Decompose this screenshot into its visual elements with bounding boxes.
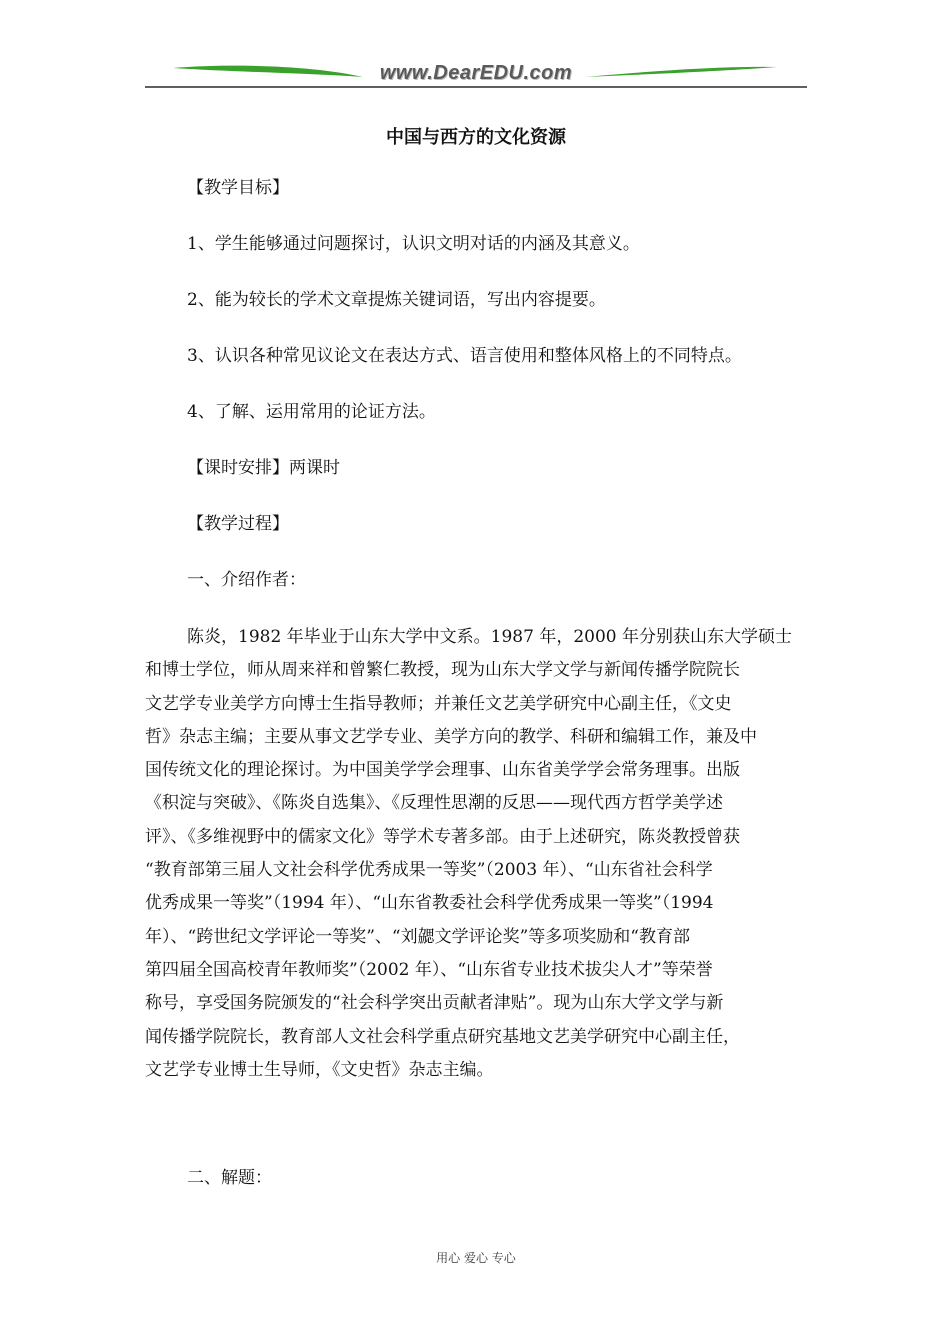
goal-item-3: 3、认识各种常见议论文在表达方式、语言使用和整体风格上的不同特点。: [187, 346, 742, 366]
paragraph-line: 《积淀与突破》、《陈炎自选集》、《反理性思潮的反思——现代西方哲学美学述: [145, 793, 723, 814]
page-footer: 用心 爱心 专心: [436, 1251, 516, 1265]
goal-item-1: 1、学生能够通过问题探讨，认识文明对话的内涵及其意义。: [187, 234, 640, 254]
part2-heading: 二、解题：: [187, 1168, 272, 1188]
goal-item-2: 2、能为较长的学术文章提炼关键词语，写出内容提要。: [187, 290, 606, 310]
site-logo-text: www.DearEDU.com: [379, 62, 573, 84]
process-heading: 【教学过程】: [187, 514, 289, 534]
document-title: 中国与西方的文化资源: [386, 127, 566, 148]
goals-heading: 【教学目标】: [187, 178, 289, 198]
paragraph-line: 哲》杂志主编；主要从事文艺学专业、美学方向的教学、科研和编辑工作，兼及中: [145, 726, 757, 747]
paragraph-line: “教育部第三届人文社会科学优秀成果一等奖”（2003 年）、“山东省社会科学: [145, 860, 713, 881]
paragraph-line: 称号，享受国务院颁发的“社会科学突出贡献者津贴”。现为山东大学文学与新: [145, 993, 724, 1014]
site-header: [145, 58, 807, 90]
paragraph-line: 陈炎，1982 年毕业于山东大学中文系。1987 年，2000 年分别获山东大学硕士: [187, 627, 793, 647]
paragraph-line: 文艺学专业博士生导师，《文史哲》杂志主编。: [145, 1059, 494, 1080]
paragraph-line: 国传统文化的理论探讨。为中国美学学会理事、山东省美学学会常务理事。出版: [145, 760, 740, 781]
paragraph-line: 闻传播学院院长，教育部人文社会科学重点研究基地文艺美学研究中心副主任，: [145, 1026, 740, 1047]
paragraph-line: 评》、《多维视野中的儒家文化》等学术专著多部。由于上述研究，陈炎教授曾获: [145, 826, 740, 847]
part1-heading: 一、介绍作者：: [187, 570, 306, 590]
schedule-line: 【课时安排】两课时: [187, 458, 340, 478]
paragraph-line: 第四届全国高校青年教师奖”（2002 年）、“山东省专业技术拔尖人才”等荣誉: [145, 959, 713, 980]
paragraph-line: 年）、“跨世纪文学评论一等奖”、“刘勰文学评论奖”等多项奖励和“教育部: [145, 926, 690, 947]
paragraph-line: 和博士学位，师从周来祥和曾繁仁教授，现为山东大学文学与新闻传播学院院长: [145, 660, 740, 681]
paragraph-line: 文艺学专业美学方向博士生指导教师；并兼任文艺美学研究中心副主任，《文史: [145, 693, 732, 714]
paragraph-line: 优秀成果一等奖”（1994 年）、“山东省教委社会科学优秀成果一等奖”（1994: [145, 893, 714, 914]
author-paragraph: [145, 621, 807, 1087]
goal-item-4: 4、了解、运用常用的论证方法。: [187, 402, 436, 422]
